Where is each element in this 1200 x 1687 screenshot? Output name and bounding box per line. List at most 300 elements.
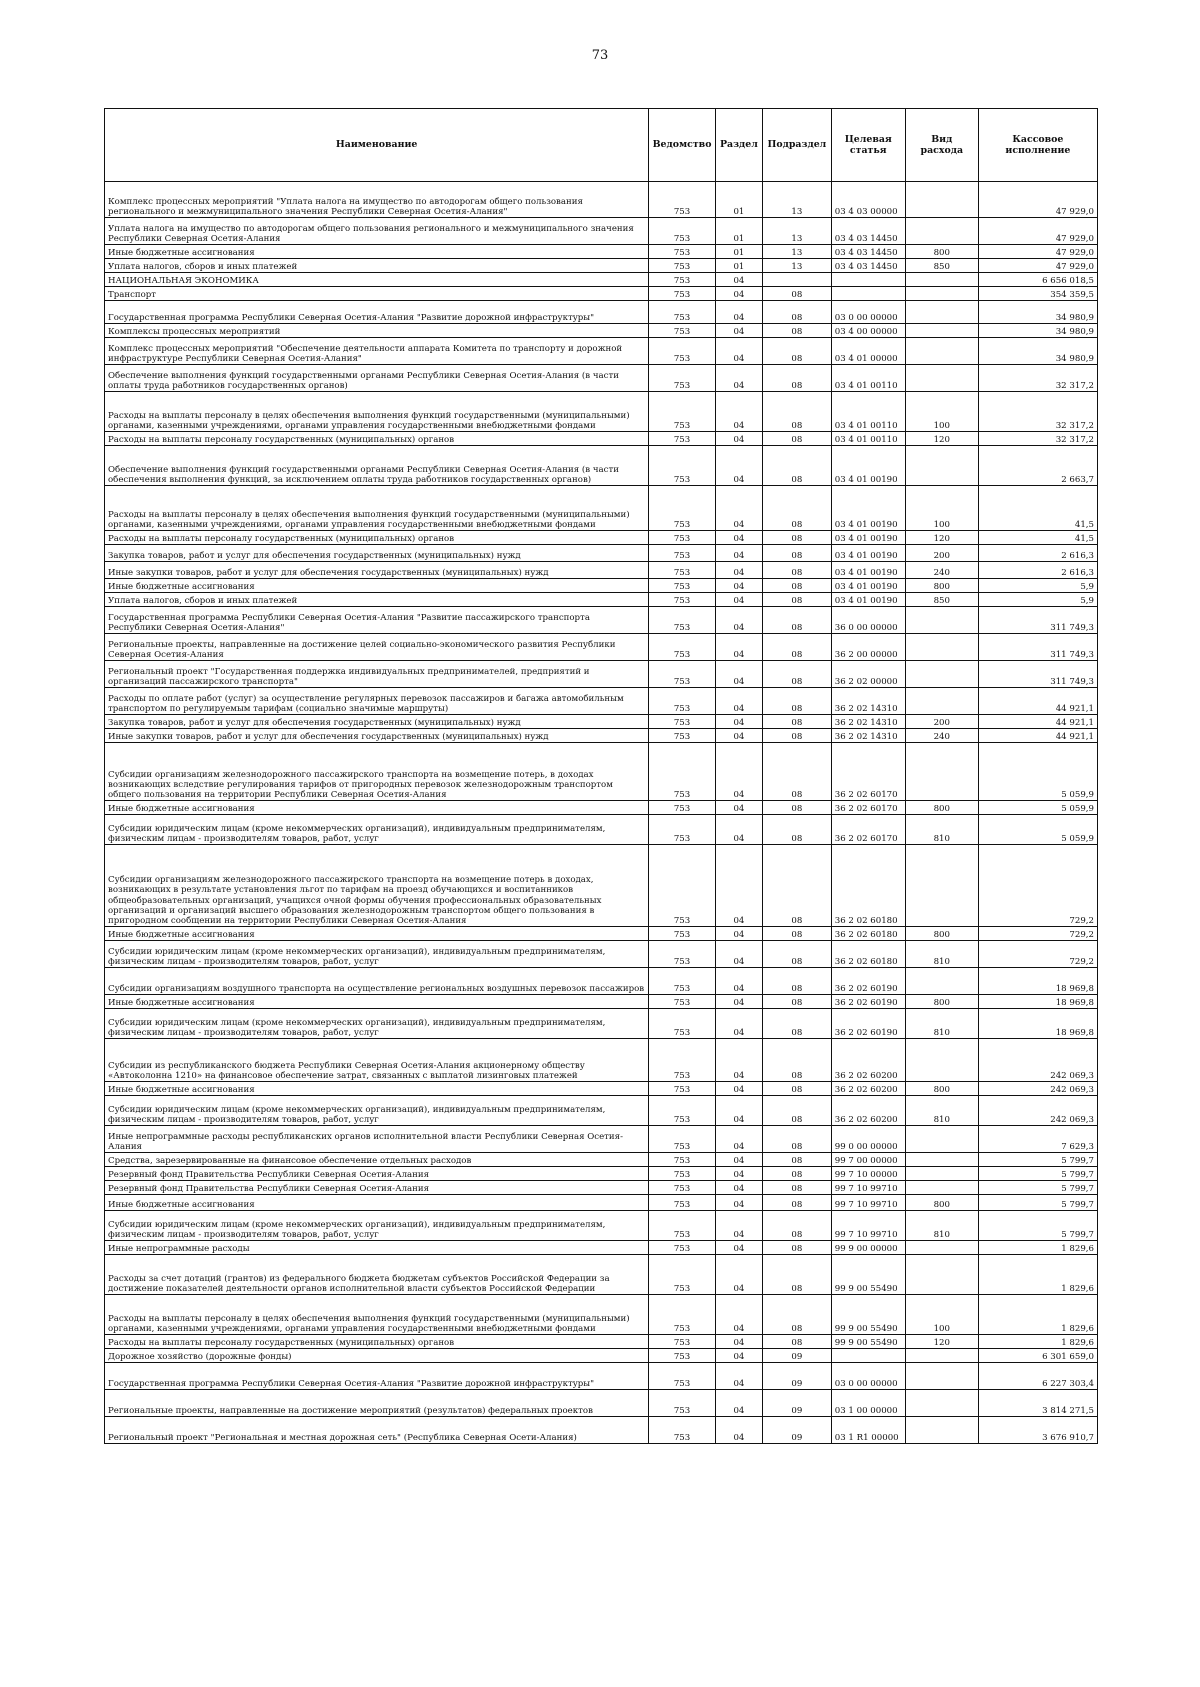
cell-dept: 753: [649, 1082, 716, 1096]
cell-amount: 3 676 910,7: [978, 1417, 1097, 1444]
cell-target: 03 4 01 00190: [831, 545, 905, 562]
cell-dept: 753: [649, 801, 716, 815]
cell-target: 03 0 00 00000: [831, 301, 905, 324]
cell-amount: 6 227 303,4: [978, 1363, 1097, 1390]
cell-dept: 753: [649, 446, 716, 486]
cell-target: 99 0 00 00000: [831, 1126, 905, 1153]
cell-dept: 753: [649, 1390, 716, 1417]
table-row: [105, 1349, 1098, 1363]
cell-dept: 753: [649, 995, 716, 1009]
cell-amount: 242 069,3: [978, 1096, 1097, 1126]
cell-dept: 753: [649, 815, 716, 845]
cell-amount: 5 059,9: [978, 801, 1097, 815]
cell-subsection: 08: [763, 927, 832, 941]
cell-type: [905, 1241, 978, 1255]
cell-target: 03 4 01 00000: [831, 338, 905, 365]
cell-section: 04: [715, 1241, 762, 1255]
header-target: Целевая статья: [831, 109, 905, 182]
cell-subsection: 08: [763, 715, 832, 729]
cell-target: 03 4 00 00000: [831, 324, 905, 338]
table-row: [105, 815, 1098, 845]
cell-type: 240: [905, 729, 978, 743]
cell-dept: 753: [649, 1096, 716, 1126]
cell-section: 04: [715, 845, 762, 927]
cell-subsection: [763, 273, 832, 287]
cell-subsection: 08: [763, 1167, 832, 1181]
header-subsection: Подраздел: [763, 109, 832, 182]
cell-section: 04: [715, 392, 762, 432]
cell-subsection: 08: [763, 338, 832, 365]
cell-type: [905, 365, 978, 392]
cell-type: [905, 182, 978, 218]
cell-dept: 753: [649, 607, 716, 634]
cell-dept: 753: [649, 927, 716, 941]
cell-section: 04: [715, 1082, 762, 1096]
table-row: [105, 245, 1098, 259]
cell-name: Обеспечение выполнения функций государственными органами Республики Северная Осетия-Алания (в части оплаты труда работников государственных органов): [105, 365, 649, 392]
cell-type: [905, 968, 978, 995]
cell-name: Иные бюджетные ассигнования: [105, 245, 649, 259]
cell-name: Иные закупки товаров, работ и услуг для обеспечения государственных (муниципальных) нужд: [105, 729, 649, 743]
cell-dept: 753: [649, 1349, 716, 1363]
cell-section: 04: [715, 1009, 762, 1039]
table-row: [105, 927, 1098, 941]
cell-section: 04: [715, 531, 762, 545]
cell-amount: 32 317,2: [978, 365, 1097, 392]
cell-amount: 5,9: [978, 593, 1097, 607]
table-row: [105, 1167, 1098, 1181]
cell-name: Дорожное хозяйство (дорожные фонды): [105, 1349, 649, 1363]
cell-section: 04: [715, 661, 762, 688]
cell-target: 99 7 00 00000: [831, 1153, 905, 1167]
cell-target: 36 2 02 60180: [831, 845, 905, 927]
table-row: [105, 1241, 1098, 1255]
cell-subsection: 08: [763, 941, 832, 968]
header-type: Вид расхода: [905, 109, 978, 182]
cell-dept: 753: [649, 1335, 716, 1349]
cell-amount: 7 629,3: [978, 1126, 1097, 1153]
cell-type: [905, 1390, 978, 1417]
cell-type: [905, 1349, 978, 1363]
cell-target: 03 1 00 00000: [831, 1390, 905, 1417]
header-name: Наименование: [105, 109, 649, 182]
cell-dept: 753: [649, 634, 716, 661]
cell-target: 03 4 01 00190: [831, 486, 905, 531]
cell-amount: 5 799,7: [978, 1195, 1097, 1211]
cell-type: 800: [905, 927, 978, 941]
cell-section: 04: [715, 1295, 762, 1335]
cell-section: 04: [715, 607, 762, 634]
cell-section: 04: [715, 593, 762, 607]
cell-target: 99 9 00 55490: [831, 1295, 905, 1335]
cell-type: [905, 273, 978, 287]
cell-name: Закупка товаров, работ и услуг для обеспечения государственных (муниципальных) нужд: [105, 715, 649, 729]
cell-section: 04: [715, 1181, 762, 1195]
cell-subsection: 08: [763, 1255, 832, 1295]
table-row: [105, 1082, 1098, 1096]
cell-target: 03 4 01 00190: [831, 446, 905, 486]
cell-name: Субсидии организациям железнодорожного пассажирского транспорта на возмещение потерь, в доходах возникающих вследствие регулирования тарифов от пригородных перевозок железнодорожным транспортом общего пользования на территории Республики Северная Осетия-Алания: [105, 743, 649, 801]
cell-type: 800: [905, 1082, 978, 1096]
cell-dept: 753: [649, 259, 716, 273]
cell-amount: 47 929,0: [978, 259, 1097, 273]
cell-dept: 753: [649, 1211, 716, 1241]
cell-subsection: 08: [763, 1039, 832, 1082]
cell-amount: 242 069,3: [978, 1039, 1097, 1082]
cell-name: Комплекс процессных мероприятий "Обеспечение деятельности аппарата Комитета по транспорту и дорожной инфраструктуре Республики Северная Осетия-Алания": [105, 338, 649, 365]
cell-subsection: 08: [763, 1211, 832, 1241]
cell-name: Расходы на выплаты персоналу в целях обеспечения выполнения функций государственными (муниципальными) органами, казенными учреждениями, органами управления государственными внебюджетными фондами: [105, 392, 649, 432]
cell-section: 04: [715, 729, 762, 743]
cell-type: 120: [905, 432, 978, 446]
cell-section: 04: [715, 1167, 762, 1181]
cell-target: 99 7 10 99710: [831, 1195, 905, 1211]
cell-name: Иные бюджетные ассигнования: [105, 1082, 649, 1096]
table-row: [105, 729, 1098, 743]
cell-type: [905, 743, 978, 801]
cell-amount: 34 980,9: [978, 338, 1097, 365]
table-row: [105, 1126, 1098, 1153]
cell-section: 04: [715, 324, 762, 338]
cell-name: Расходы на выплаты персоналу в целях обеспечения выполнения функций государственными (муниципальными) органами, казенными учреждениями, органами управления государственными внебюджетными фондами: [105, 486, 649, 531]
cell-subsection: 08: [763, 1195, 832, 1211]
cell-amount: 34 980,9: [978, 324, 1097, 338]
cell-type: 810: [905, 1211, 978, 1241]
cell-dept: 753: [649, 661, 716, 688]
cell-type: 800: [905, 1195, 978, 1211]
cell-amount: 44 921,1: [978, 729, 1097, 743]
cell-type: 810: [905, 815, 978, 845]
table-row: [105, 845, 1098, 927]
cell-section: 04: [715, 801, 762, 815]
cell-name: НАЦИОНАЛЬНАЯ ЭКОНОМИКА: [105, 273, 649, 287]
cell-type: 810: [905, 941, 978, 968]
table-row: [105, 743, 1098, 801]
table-row: [105, 218, 1098, 245]
cell-name: Субсидии юридическим лицам (кроме некоммерческих организаций), индивидуальным предпринимателям, физическим лицам - производителям товаров, работ, услуг: [105, 941, 649, 968]
table-row: [105, 324, 1098, 338]
cell-amount: 311 749,3: [978, 661, 1097, 688]
cell-section: 04: [715, 941, 762, 968]
cell-type: 850: [905, 593, 978, 607]
cell-name: Государственная программа Республики Северная Осетия-Алания "Развитие дорожной инфраструктуры": [105, 1363, 649, 1390]
cell-subsection: 08: [763, 743, 832, 801]
cell-target: 03 1 R1 00000: [831, 1417, 905, 1444]
cell-type: [905, 1167, 978, 1181]
table-row: [105, 273, 1098, 287]
cell-target: [831, 1349, 905, 1363]
cell-dept: 753: [649, 941, 716, 968]
cell-dept: 753: [649, 1417, 716, 1444]
table-row: [105, 259, 1098, 273]
cell-section: 04: [715, 486, 762, 531]
cell-subsection: 08: [763, 301, 832, 324]
cell-subsection: 09: [763, 1363, 832, 1390]
cell-amount: 34 980,9: [978, 301, 1097, 324]
cell-subsection: 08: [763, 729, 832, 743]
table-body: [105, 182, 1098, 1444]
cell-amount: 2 616,3: [978, 562, 1097, 579]
cell-name: Иные бюджетные ассигнования: [105, 995, 649, 1009]
cell-type: 800: [905, 245, 978, 259]
cell-amount: 44 921,1: [978, 688, 1097, 715]
cell-name: Уплата налогов, сборов и иных платежей: [105, 593, 649, 607]
cell-type: [905, 446, 978, 486]
cell-section: 04: [715, 715, 762, 729]
cell-target: 36 2 02 60190: [831, 1009, 905, 1039]
cell-subsection: 09: [763, 1349, 832, 1363]
cell-target: 03 4 03 14450: [831, 218, 905, 245]
cell-subsection: 08: [763, 324, 832, 338]
header-dept: Ведомство: [649, 109, 716, 182]
cell-amount: 5,9: [978, 579, 1097, 593]
cell-dept: 753: [649, 968, 716, 995]
cell-amount: 311 749,3: [978, 607, 1097, 634]
cell-amount: 41,5: [978, 486, 1097, 531]
table-row: [105, 661, 1098, 688]
cell-subsection: 08: [763, 1295, 832, 1335]
table-row: [105, 338, 1098, 365]
cell-subsection: 08: [763, 531, 832, 545]
cell-subsection: 08: [763, 815, 832, 845]
cell-subsection: 09: [763, 1390, 832, 1417]
cell-amount: 47 929,0: [978, 245, 1097, 259]
cell-name: Иные бюджетные ассигнования: [105, 927, 649, 941]
table-row: [105, 182, 1098, 218]
cell-type: [905, 324, 978, 338]
cell-target: 36 0 00 00000: [831, 607, 905, 634]
cell-name: Комплекс процессных мероприятий "Уплата налога на имущество по автодорогам общего пользования регионального и межмуниципального значения Республики Северная Осетия-Алания": [105, 182, 649, 218]
cell-target: 03 4 03 00000: [831, 182, 905, 218]
cell-name: Расходы на выплаты персоналу государственных (муниципальных) органов: [105, 1335, 649, 1349]
cell-section: 04: [715, 432, 762, 446]
cell-amount: 5 799,7: [978, 1211, 1097, 1241]
cell-section: 04: [715, 365, 762, 392]
cell-target: 99 9 00 55490: [831, 1335, 905, 1349]
cell-amount: 44 921,1: [978, 715, 1097, 729]
cell-section: 01: [715, 245, 762, 259]
cell-section: 04: [715, 1039, 762, 1082]
cell-target: 03 4 01 00190: [831, 593, 905, 607]
cell-dept: 753: [649, 579, 716, 593]
cell-target: 36 2 02 14310: [831, 688, 905, 715]
cell-dept: 753: [649, 593, 716, 607]
cell-section: 04: [715, 545, 762, 562]
cell-name: Расходы на выплаты персоналу государственных (муниципальных) органов: [105, 432, 649, 446]
cell-subsection: 08: [763, 634, 832, 661]
cell-name: Резервный фонд Правительства Республики Северная Осетия-Алания: [105, 1181, 649, 1195]
table-row: [105, 562, 1098, 579]
table-row: [105, 607, 1098, 634]
cell-dept: 753: [649, 1255, 716, 1295]
cell-type: 800: [905, 995, 978, 1009]
cell-name: Транспорт: [105, 287, 649, 301]
cell-target: 99 7 10 99710: [831, 1181, 905, 1195]
table-row: [105, 941, 1098, 968]
cell-dept: 753: [649, 1241, 716, 1255]
cell-type: 850: [905, 259, 978, 273]
cell-type: 810: [905, 1009, 978, 1039]
cell-target: [831, 287, 905, 301]
cell-dept: 753: [649, 287, 716, 301]
cell-type: 100: [905, 486, 978, 531]
cell-subsection: 13: [763, 182, 832, 218]
cell-type: [905, 287, 978, 301]
cell-amount: 18 969,8: [978, 995, 1097, 1009]
cell-type: [905, 1181, 978, 1195]
table-row: [105, 1390, 1098, 1417]
header-section: Раздел: [715, 109, 762, 182]
cell-dept: 753: [649, 562, 716, 579]
cell-section: 04: [715, 815, 762, 845]
cell-type: [905, 218, 978, 245]
cell-section: 04: [715, 287, 762, 301]
cell-subsection: 08: [763, 845, 832, 927]
cell-dept: 753: [649, 1363, 716, 1390]
cell-target: 03 4 01 00110: [831, 432, 905, 446]
cell-type: [905, 845, 978, 927]
cell-target: [831, 273, 905, 287]
cell-section: 04: [715, 1255, 762, 1295]
cell-dept: 753: [649, 688, 716, 715]
cell-type: [905, 1255, 978, 1295]
table-header: [105, 109, 1098, 182]
cell-type: 200: [905, 545, 978, 562]
cell-section: 04: [715, 927, 762, 941]
cell-target: 36 2 02 60190: [831, 995, 905, 1009]
table-row: [105, 486, 1098, 531]
cell-target: 03 4 03 14450: [831, 245, 905, 259]
cell-subsection: 08: [763, 1153, 832, 1167]
cell-section: 04: [715, 743, 762, 801]
cell-dept: 753: [649, 218, 716, 245]
cell-dept: 753: [649, 1295, 716, 1335]
cell-amount: 2 616,3: [978, 545, 1097, 562]
cell-target: 03 4 01 00190: [831, 531, 905, 545]
cell-section: 04: [715, 338, 762, 365]
table-row: [105, 1039, 1098, 1082]
cell-target: 36 2 02 60200: [831, 1039, 905, 1082]
cell-amount: 729,2: [978, 845, 1097, 927]
cell-type: [905, 1363, 978, 1390]
cell-subsection: 08: [763, 1181, 832, 1195]
cell-section: 04: [715, 1363, 762, 1390]
cell-name: Закупка товаров, работ и услуг для обеспечения государственных (муниципальных) нужд: [105, 545, 649, 562]
cell-amount: 5 059,9: [978, 815, 1097, 845]
cell-target: 36 2 02 60200: [831, 1096, 905, 1126]
cell-amount: 1 829,6: [978, 1335, 1097, 1349]
cell-dept: 753: [649, 365, 716, 392]
cell-amount: 1 829,6: [978, 1295, 1097, 1335]
table-row: [105, 432, 1098, 446]
cell-amount: 729,2: [978, 927, 1097, 941]
cell-name: Субсидии юридическим лицам (кроме некоммерческих организаций), индивидуальным предпринимателям, физическим лицам - производителям товаров, работ, услуг: [105, 1211, 649, 1241]
cell-subsection: 08: [763, 392, 832, 432]
table-row: [105, 1009, 1098, 1039]
table-row: [105, 1417, 1098, 1444]
cell-amount: 5 799,7: [978, 1181, 1097, 1195]
cell-type: [905, 607, 978, 634]
cell-target: 36 2 02 14310: [831, 715, 905, 729]
cell-subsection: 08: [763, 661, 832, 688]
cell-section: 01: [715, 259, 762, 273]
cell-name: Субсидии юридическим лицам (кроме некоммерческих организаций), индивидуальным предпринимателям, физическим лицам - производителям товаров, работ, услуг: [105, 815, 649, 845]
table-row: [105, 593, 1098, 607]
cell-dept: 753: [649, 1039, 716, 1082]
cell-name: Региональные проекты, направленные на достижение целей социально-экономического развития Республики Северная Осетия-Алания: [105, 634, 649, 661]
cell-amount: 18 969,8: [978, 968, 1097, 995]
cell-amount: 311 749,3: [978, 634, 1097, 661]
table-row: [105, 1335, 1098, 1349]
cell-target: 99 9 00 00000: [831, 1241, 905, 1255]
cell-name: Иные непрограммные расходы: [105, 1241, 649, 1255]
cell-type: [905, 301, 978, 324]
table-row: [105, 392, 1098, 432]
cell-type: 120: [905, 531, 978, 545]
cell-target: 36 2 02 60190: [831, 968, 905, 995]
table-row: [105, 1255, 1098, 1295]
cell-subsection: 08: [763, 995, 832, 1009]
cell-section: 04: [715, 446, 762, 486]
cell-target: 36 2 02 60170: [831, 743, 905, 801]
table-row: [105, 1096, 1098, 1126]
page-number: 73: [591, 48, 609, 63]
cell-subsection: 08: [763, 593, 832, 607]
cell-subsection: 08: [763, 1335, 832, 1349]
cell-dept: 753: [649, 1167, 716, 1181]
cell-dept: 753: [649, 1195, 716, 1211]
cell-dept: 753: [649, 338, 716, 365]
cell-name: Резервный фонд Правительства Республики Северная Осетия-Алания: [105, 1167, 649, 1181]
table-row: [105, 1153, 1098, 1167]
cell-section: 04: [715, 562, 762, 579]
cell-subsection: 08: [763, 486, 832, 531]
cell-subsection: 09: [763, 1417, 832, 1444]
cell-target: 36 2 02 14310: [831, 729, 905, 743]
cell-dept: 753: [649, 245, 716, 259]
cell-section: 04: [715, 579, 762, 593]
cell-amount: 32 317,2: [978, 392, 1097, 432]
cell-amount: 5 799,7: [978, 1167, 1097, 1181]
cell-section: 04: [715, 301, 762, 324]
cell-target: 36 2 02 60170: [831, 801, 905, 815]
cell-dept: 753: [649, 273, 716, 287]
cell-target: 99 7 10 99710: [831, 1211, 905, 1241]
cell-type: 240: [905, 562, 978, 579]
table-row: [105, 287, 1098, 301]
cell-section: 04: [715, 1390, 762, 1417]
cell-subsection: 08: [763, 1241, 832, 1255]
cell-subsection: 13: [763, 245, 832, 259]
cell-name: Расходы за счет дотаций (грантов) из федерального бюджета бюджетам субъектов Российской Федерации за достижение показателей деятельности органов исполнительной власти субъектов Российской Федерации: [105, 1255, 649, 1295]
table-row: [105, 365, 1098, 392]
cell-target: 36 2 02 60180: [831, 927, 905, 941]
table-row: [105, 531, 1098, 545]
table-row: [105, 715, 1098, 729]
table-row: [105, 1181, 1098, 1195]
cell-type: 200: [905, 715, 978, 729]
cell-dept: 753: [649, 845, 716, 927]
cell-name: Иные бюджетные ассигнования: [105, 579, 649, 593]
cell-type: [905, 1417, 978, 1444]
cell-name: Иные бюджетные ассигнования: [105, 801, 649, 815]
cell-subsection: 08: [763, 446, 832, 486]
table-row: [105, 579, 1098, 593]
cell-section: 04: [715, 634, 762, 661]
table-row: [105, 446, 1098, 486]
cell-section: 04: [715, 273, 762, 287]
table-row: [105, 688, 1098, 715]
